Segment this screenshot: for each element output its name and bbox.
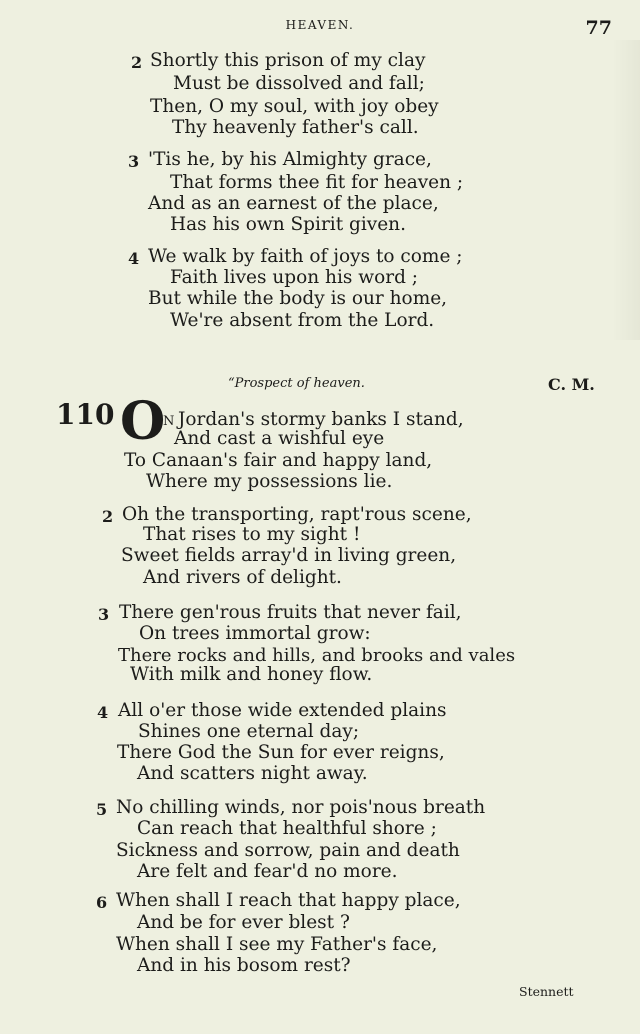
verse-line: To Canaan's fair and happy land,	[124, 450, 433, 471]
verse-number: 3	[128, 152, 140, 171]
hymn-subtitle: “Prospect of heaven.	[228, 376, 365, 391]
verse-line: On trees immortal grow:	[139, 623, 371, 644]
verse-line: 'Tis he, by his Almighty grace,	[148, 149, 432, 170]
verse-number: 3	[98, 605, 110, 624]
running-head: HEAVEN.	[285, 18, 355, 32]
verse-line: Thy heavenly father's call.	[172, 117, 419, 138]
verse-line: And scatters night away.	[137, 763, 368, 784]
hymn-number: 110	[56, 398, 115, 431]
verse-line: And cast a wishful eye	[174, 428, 385, 449]
drop-cap: O	[120, 391, 166, 452]
verse-line: Then, O my soul, with joy obey	[150, 96, 439, 117]
verse-line: And be for ever blest ?	[137, 912, 350, 933]
verse-number: 2	[102, 507, 114, 526]
verse-number: 4	[97, 703, 109, 722]
verse-line: All o'er those wide extended plains	[118, 700, 447, 721]
page-number: 77	[585, 17, 612, 39]
verse-line: Sickness and sorrow, pain and death	[116, 840, 460, 861]
verse-line: Where my possessions lie.	[146, 471, 393, 492]
verse-line: Sweet fields array'd in living green,	[121, 545, 457, 566]
verse-line: Faith lives upon his word ;	[170, 267, 419, 288]
verse-line: Oh the transporting, rapt'rous scene,	[122, 504, 472, 525]
verse-line: Can reach that healthful shore ;	[137, 818, 437, 839]
verse-number: 2	[131, 53, 143, 72]
verse-line: We're absent from the Lord.	[170, 310, 435, 331]
hymn-author: Stennett	[519, 984, 574, 999]
verse-line: Jordan's stormy banks I stand,	[178, 409, 464, 430]
verse-line: Shines one eternal day;	[138, 721, 360, 742]
verse-line: We walk by faith of joys to come ;	[148, 246, 463, 267]
verse-line: When shall I see my Father's face,	[116, 934, 438, 955]
verse-line: And in his bosom rest?	[137, 955, 351, 976]
verse-line: That forms thee fit for heaven ;	[170, 172, 464, 193]
verse-line: And as an earnest of the place,	[148, 193, 439, 214]
verse-line: Must be dissolved and fall;	[173, 73, 425, 94]
drop-cap-rest: N	[163, 414, 175, 429]
verse-line: Has his own Spirit given.	[170, 214, 406, 235]
verse-line: When shall I reach that happy place,	[116, 890, 461, 911]
verse-number: 4	[128, 249, 140, 268]
verse-line: That rises to my sight !	[143, 524, 361, 545]
verse-line: With milk and honey flow.	[130, 664, 373, 685]
verse-line: There gen'rous fruits that never fail,	[119, 602, 462, 623]
verse-number: 5	[96, 800, 108, 819]
verse-line: And rivers of delight.	[143, 567, 342, 588]
verse-number: 6	[96, 893, 108, 912]
verse-line: Are felt and fear'd no more.	[137, 861, 398, 882]
hymn-meter: C. M.	[548, 375, 595, 394]
verse-line: But while the body is our home,	[148, 288, 448, 309]
verse-line: Shortly this prison of my clay	[150, 50, 426, 71]
verse-line: There rocks and hills, and brooks and vales	[118, 645, 516, 666]
page-edge-shadow	[612, 40, 640, 340]
verse-line: No chilling winds, nor pois'nous breath	[116, 797, 486, 818]
verse-line: There God the Sun for ever reigns,	[117, 742, 445, 763]
